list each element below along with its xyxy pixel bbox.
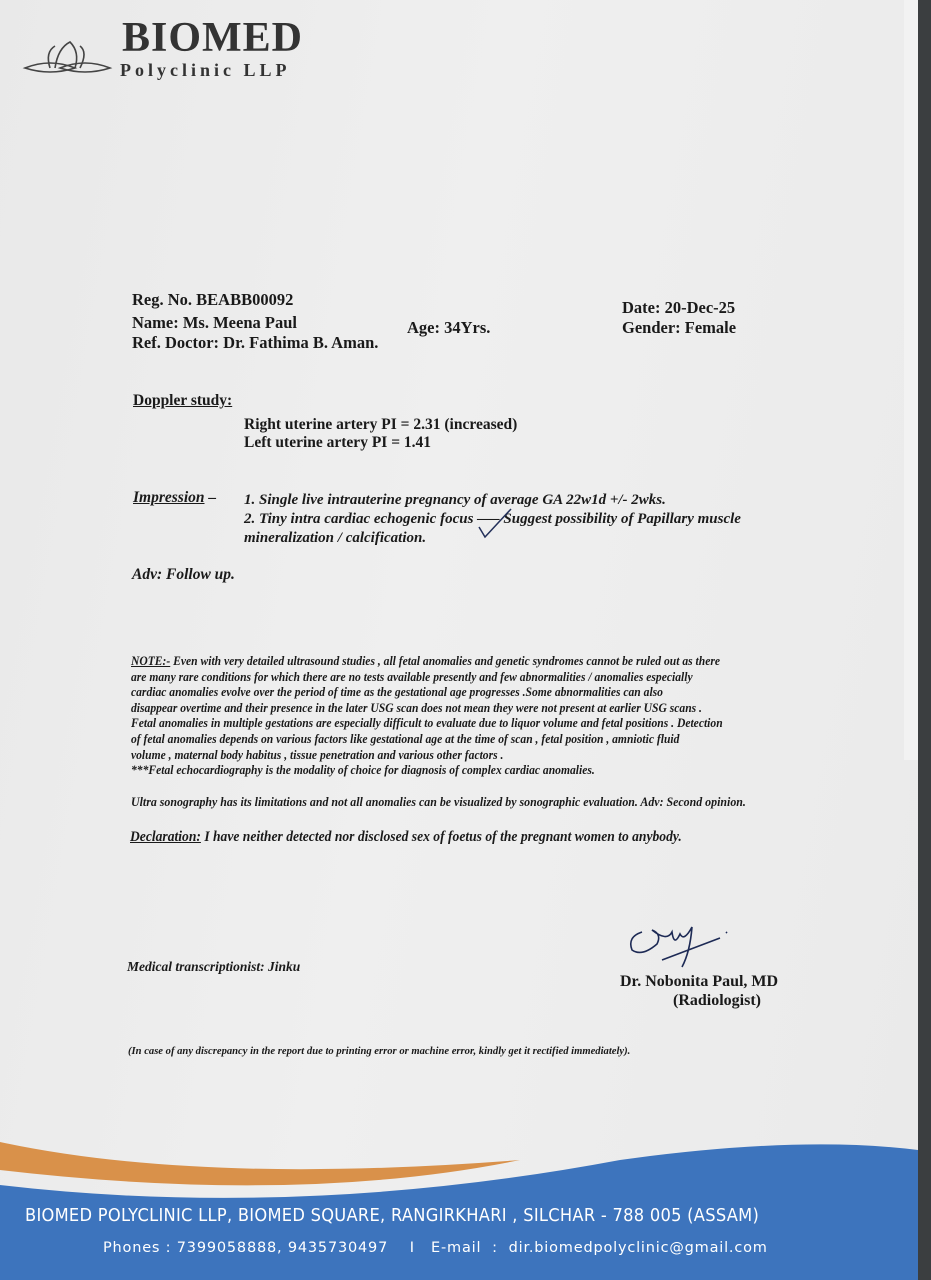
doppler-heading: Doppler study: [133, 392, 233, 409]
note-paragraph [131, 654, 849, 779]
patient-name: Name: Ms. Meena Paul [132, 313, 297, 332]
note-line: of fetal anomalies depends on various factors like gestational age at the time of scan , fetal position , amniotic fluid [131, 731, 680, 746]
footer-address: BIOMED POLYCLINIC LLP, BIOMED SQUARE, RANGIRKHARI , SILCHAR - 788 005 (ASSAM) [25, 1206, 760, 1226]
footer-wave-band [0, 1130, 918, 1280]
impression-heading [133, 489, 216, 507]
signatory-role: (Radiologist) [673, 992, 761, 1009]
impression-dash: – [204, 489, 217, 506]
note-line: ***Fetal echocardiography is the modality of choice for diagnosis of complex cardiac anomalies. [131, 763, 595, 778]
signature-image [622, 912, 737, 972]
signatory-name: Dr. Nobonita Paul, MD [620, 973, 779, 990]
report-date: Date: 20-Dec-25 [622, 298, 736, 317]
pen-tick-mark-icon [475, 505, 515, 540]
note-line: disappear overtime and their presence in the later USG scan does not mean they were not present at earlier USG scans . [131, 700, 702, 715]
limitation-text: Ultra sonography has its limitations and not all anomalies can be visualized by sonographic evaluation. Adv: Second opinion. [131, 795, 746, 809]
declaration-text: I have neither detected nor disclosed sex of foetus of the pregnant women to anybody. [200, 829, 682, 845]
patient-gender: Gender: Female [622, 318, 737, 337]
footer-contact: Phones : 7399058888, 9435730497 I E-mail : dir.biomedpolyclinic@gmail.com [103, 1240, 768, 1256]
doppler-left-pi: Left uterine artery PI = 1.41 [244, 434, 432, 451]
note-heading: NOTE:- [131, 654, 171, 668]
note-line: Even with very detailed ultrasound studies , all fetal anomalies and genetic syndromes cannot be ruled out as there [170, 654, 720, 668]
impression-label: Impression [133, 489, 205, 506]
note-line: are many rare conditions for which there are no tests available presently and few abnormalities / anomalies especially [131, 669, 693, 684]
reg-no: Reg. No. BEABB00092 [132, 290, 294, 309]
clinic-logo-subtitle: Polyclinic LLP [120, 60, 291, 80]
ref-doctor: Ref. Doctor: Dr. Fathima B. Aman. [132, 333, 379, 352]
note-line: Fetal anomalies in multiple gestations are especially difficult to evaluate due to liquor volume and fetal positions . Detection [131, 716, 723, 731]
impression-line-2: 2. Tiny intra cardiac echogenic focus —– Suggest possibility of Papillary muscle [244, 511, 741, 527]
transcriptionist: Medical transcriptionist: Jinku [127, 959, 301, 974]
impression-line-3: mineralization / calcification. [244, 530, 427, 546]
page-edge [904, 0, 918, 760]
declaration-heading: Declaration: [130, 829, 201, 845]
patient-age: Age: 34Yrs. [407, 318, 491, 337]
advice: Adv: Follow up. [132, 566, 235, 583]
declaration [130, 829, 682, 846]
clinic-logo-name: BIOMED [122, 15, 304, 61]
disclaimer: (In case of any discrepancy in the report due to printing error or machine error, kindly get it rectified immediately). [128, 1046, 631, 1057]
doppler-right-pi: Right uterine artery PI = 2.31 (increased) [244, 416, 518, 433]
note-line: cardiac anomalies evolve over the period of time as the gestational age progresses .Some abnormalities can also [131, 685, 663, 700]
impression-line-1: 1. Single live intrauterine pregnancy of average GA 22w1d +/- 2wks. [244, 492, 666, 508]
note-line: volume , maternal body habitus , tissue penetration and various other factors . [131, 747, 504, 762]
lotus-logo-icon [20, 38, 115, 80]
